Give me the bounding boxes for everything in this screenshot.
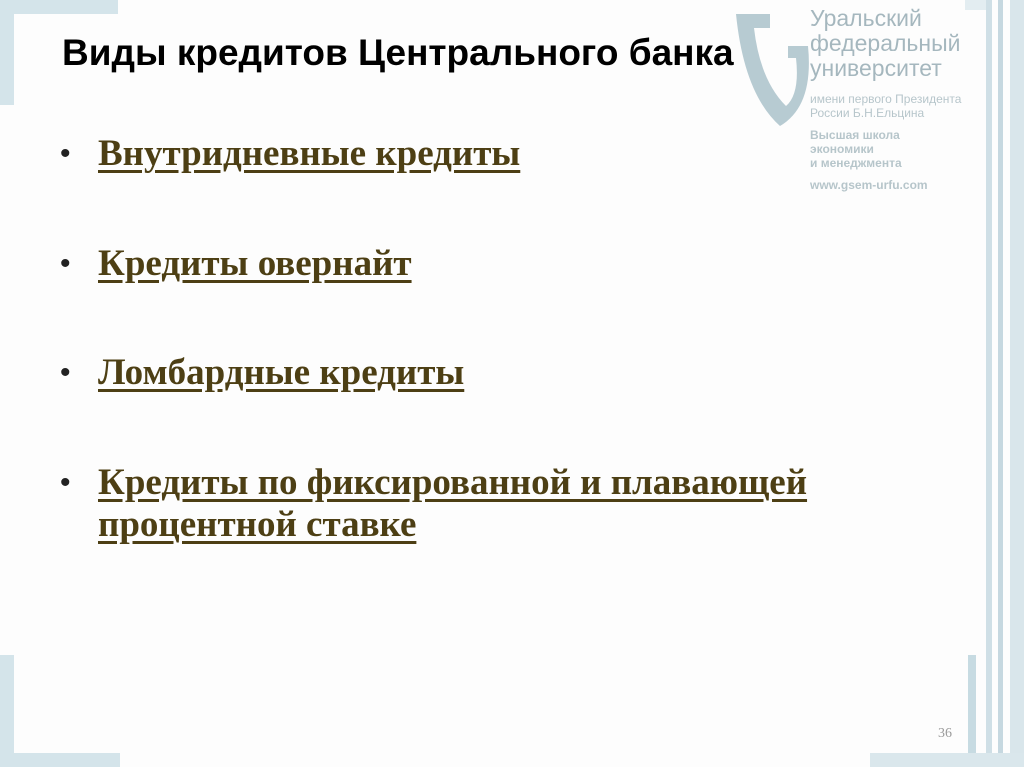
school-name: Высшая школа экономики и менеджмента [810,128,902,170]
frame-bar [0,0,14,105]
bullet-icon: • [60,466,71,499]
bullet-text: Кредиты по фиксированной и плавающей процентной ставке [98,462,808,545]
bullet-icon: • [60,247,71,280]
frame-bar [870,753,1024,767]
slide-title: Виды кредитов Центрального банка [62,32,734,73]
university-name: Уральский федеральный университет [810,5,961,81]
frame-bar [998,0,1003,767]
bullet-text: Внутридневные кредиты [98,133,521,174]
bullet-item [60,133,520,175]
frame-bar [0,0,118,14]
bullet-item [60,352,464,394]
frame-bar [0,655,14,767]
frame-bar [968,655,976,767]
school-url: www.gsem-urfu.com [810,178,928,192]
frame-bar [0,753,120,767]
bullet-icon: • [60,137,71,170]
bullet-item [60,462,818,546]
bullet-text: Ломбардные кредиты [98,352,465,393]
bullet-text: Кредиты овернайт [98,243,412,284]
bullet-icon: • [60,356,71,389]
page-number: 36 [938,726,952,741]
frame-bar [1010,0,1024,767]
university-subtitle: имени первого Президента России Б.Н.Ельцина [810,92,962,120]
bullet-item [60,243,412,285]
